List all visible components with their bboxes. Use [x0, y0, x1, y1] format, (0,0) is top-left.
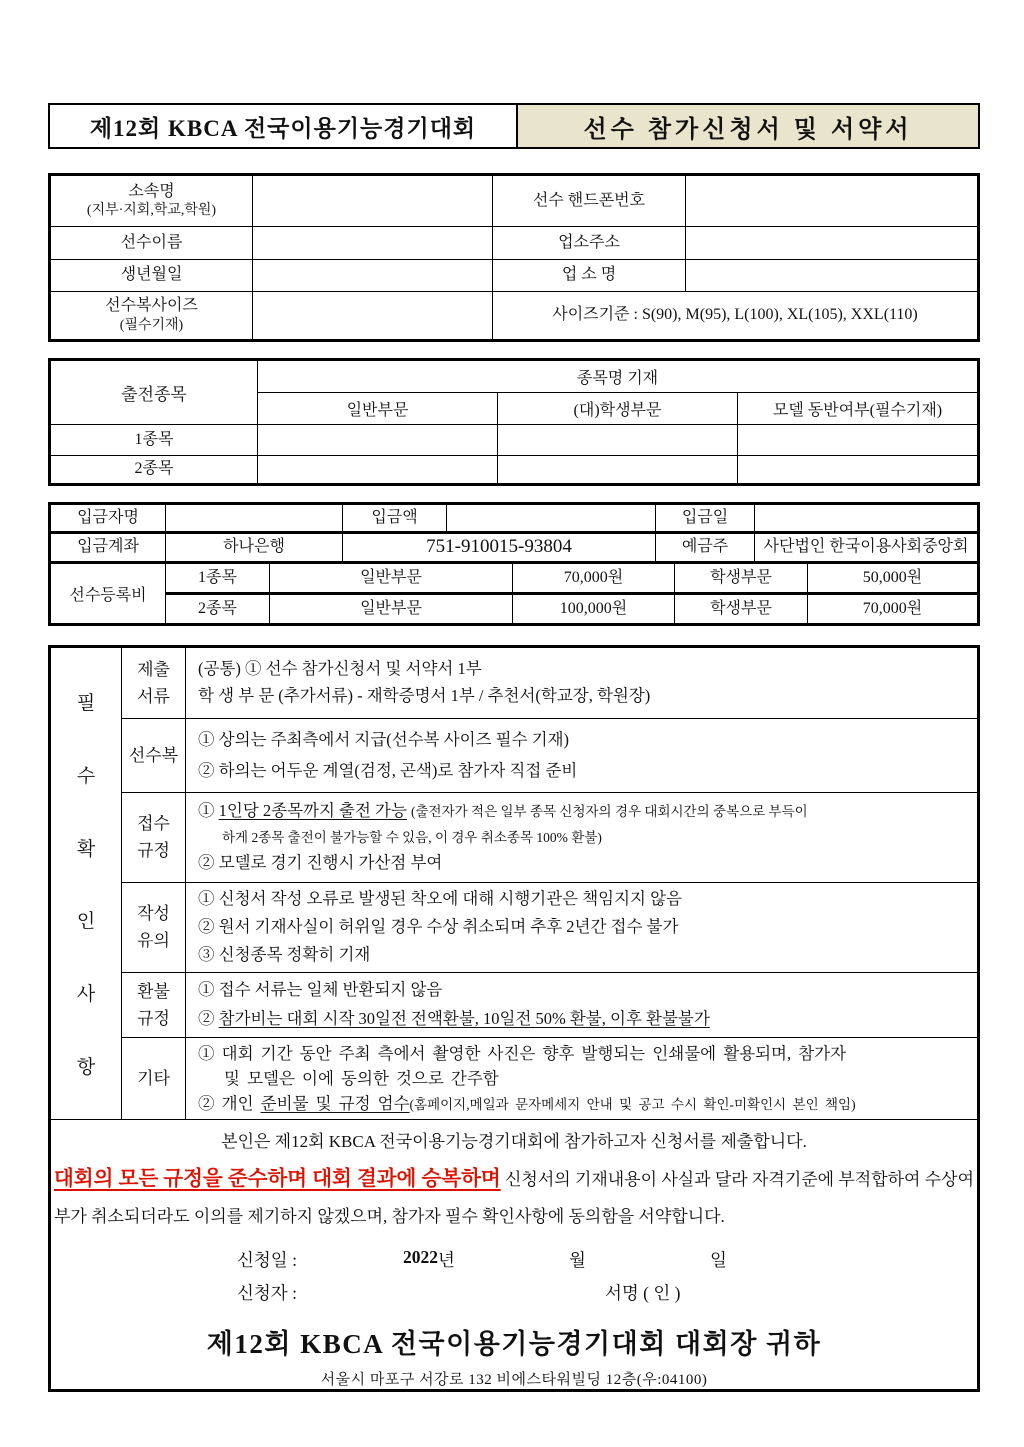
- pledge-red-text: 대회의 모든 규정을 준수하며 대회 결과에 승복하며: [54, 1167, 501, 1190]
- uniform-size-label-sub: (필수기재): [119, 317, 184, 333]
- event1-label: 1종목: [51, 425, 258, 455]
- affiliation-label-main: 소속명: [128, 182, 175, 200]
- competition-title: 제12회 KBCA 전국이용기능경기대회: [50, 105, 518, 147]
- etc-line3-prefix: ② 개인: [198, 1093, 261, 1113]
- checklist-and-pledge-box: [48, 645, 980, 1392]
- fee-row-2: [166, 595, 977, 623]
- etc-line1: ① 대회 기간 동안 주최 측에서 촬영한 사진은 향후 발행되는 인쇄물에 활용되며, 참가자: [198, 1043, 847, 1063]
- event2-general-field[interactable]: [258, 456, 498, 483]
- table-row: [51, 176, 977, 227]
- required-checklist-side-label: 필 수 확 인 사 항: [51, 648, 122, 1119]
- year-suffix: 년: [438, 1249, 455, 1270]
- depositor-field[interactable]: [166, 505, 343, 531]
- fee1-division1: 일반부문: [270, 564, 513, 592]
- shop-name-label: 업 소 명: [493, 260, 686, 291]
- application-year: [403, 1246, 455, 1270]
- deposit-date-label: 입금일: [656, 505, 755, 531]
- amount-label: 입금액: [343, 505, 447, 531]
- etc-paren-small: (홈페이지,메일과 문자메세지 안내 및 공고 수시 확인-미확인시 본인 책임): [409, 1096, 856, 1112]
- declaration-line: 본인은 제12회 KBCA 전국이용기능경기대회에 참가하고자 신청서를 제출합니다.: [221, 1132, 807, 1151]
- reception-line2: 하게 2종목 출전이 불가능할 수 있음, 이 경우 취소종목 100% 환불): [222, 829, 602, 845]
- checklist-rows: [122, 648, 977, 1119]
- event2-row: [51, 456, 977, 483]
- events-header-right: [258, 361, 977, 424]
- reception-rules-label: 접수 규정: [122, 793, 186, 882]
- reception-rules-row: [122, 793, 977, 883]
- table-row: [51, 260, 977, 292]
- phone-field[interactable]: [686, 176, 977, 226]
- event2-label: 2종목: [51, 456, 258, 483]
- fee1-amount1: 70,000원: [513, 564, 675, 592]
- writing-notes-row: [122, 883, 977, 973]
- fee2-division1: 일반부문: [270, 595, 513, 623]
- circled-1: ①: [198, 801, 215, 821]
- events-table: [48, 358, 980, 486]
- writing-notes-label: 작성 유의: [122, 883, 186, 972]
- event1-row: [51, 425, 977, 456]
- uniform-size-label: [51, 292, 253, 339]
- etc-row: [122, 1038, 977, 1119]
- events-column-headers: [258, 393, 977, 424]
- registration-fee-label: 선수등록비: [51, 564, 166, 623]
- required-checklist: [51, 648, 977, 1120]
- fee1-amount2: 50,000원: [862, 568, 923, 586]
- general-division-header: 일반부문: [258, 393, 498, 424]
- affiliation-label-sub: (지부·지회,학교,학원): [86, 203, 217, 219]
- amount-field[interactable]: [447, 505, 656, 531]
- phone-label: 선수 핸드폰번호: [493, 176, 686, 226]
- event1-model-field[interactable]: [738, 425, 977, 455]
- writing-line2: ② 원서 기재사실이 허위일 경우 수상 취소되며 추후 2년간 접수 불가: [198, 917, 679, 936]
- holder-label: 예금주: [656, 534, 755, 561]
- fee-row-1: [166, 564, 977, 595]
- signature-seal-note[interactable]: 서명 ( 인 ): [605, 1282, 681, 1303]
- fee2-division2: 학생부문: [675, 595, 808, 623]
- deposit-date-field[interactable]: [755, 505, 977, 531]
- model-accompany-header: 모델 동반여부(필수기재): [772, 402, 943, 419]
- submit-docs-content: [186, 648, 977, 718]
- application-date-label: 신청일 :: [237, 1249, 297, 1270]
- recipient-line: 제12회 KBCA 전국이용기능경기대회 대회장 귀하: [206, 1329, 822, 1359]
- birthdate-label: 생년월일: [51, 260, 253, 291]
- writing-notes-content: [186, 883, 977, 972]
- event2-model-field[interactable]: [738, 456, 977, 483]
- pledge-black-text: 신청서의 기재내용이 사실과 달라 자격기준에 부적합하여 수상여부가 취소되더라도 이의를 제기하지 않겠으며, 참가자 필수 확인사항에 동의함을 서약합니다.: [54, 1169, 974, 1226]
- pledge-paragraph: [54, 1159, 974, 1234]
- event-name-header: 종목명 기재: [258, 361, 977, 393]
- reception-line1: [198, 797, 969, 825]
- events-header-row: [51, 361, 977, 425]
- submit-docs-label: 제출 서류: [122, 648, 186, 718]
- fee2-amount1: 100,000원: [513, 595, 675, 623]
- refund-line2: [198, 1005, 969, 1033]
- etc-line3: [198, 1091, 969, 1116]
- fee1-division2: 학생부문: [675, 564, 808, 592]
- application-date-row: [51, 1247, 977, 1273]
- writing-line1: ① 신청서 작성 오류로 발생된 착오에 대해 시행기관은 책임지지 않음: [198, 888, 682, 908]
- applicant-label: 신청자 :: [237, 1282, 297, 1303]
- fee2-item: 2종목: [166, 595, 270, 623]
- refund-rules-row: [122, 973, 977, 1038]
- etc-underlined: 준비물 및 규정 엄수: [260, 1093, 410, 1113]
- uniform-content: [186, 719, 977, 792]
- deposit-info-row: [51, 505, 977, 534]
- reception-underlined: 1인당 2종목까지 출전 가능: [218, 801, 407, 821]
- applicant-signature-row: [51, 1280, 977, 1306]
- submit-docs-line2: 학 생 부 문 (추가서류) - 재학증명서 1부 / 추천서(학교장, 학원장): [198, 686, 651, 705]
- account-number: 751-910015-93804: [343, 534, 656, 561]
- uniform-size-field[interactable]: [253, 292, 493, 339]
- birthdate-field[interactable]: [253, 260, 493, 291]
- player-name-label: 선수이름: [51, 227, 253, 259]
- event1-student-field[interactable]: [498, 425, 738, 455]
- uniform-row: [122, 719, 977, 793]
- etc-line2: 및 모델은 이에 동의한 것으로 간주함: [224, 1068, 499, 1088]
- applicant-info-table: [48, 173, 980, 342]
- address-line: 서울시 마포구 서강로 132 비에스타워빌딩 12층(우:04100): [320, 1372, 708, 1388]
- player-name-field[interactable]: [253, 227, 493, 259]
- fee2-amount2: 70,000원: [862, 599, 923, 617]
- uniform-size-label-main: 선수복사이즈: [105, 297, 198, 314]
- reception-paren-small: (출전자가 적은 일부 종목 신청자의 경우 대회시간의 중복으로 부득이: [411, 804, 808, 820]
- submit-docs-row: [122, 648, 977, 719]
- holder-name: 사단법인 한국이용사회중앙회: [763, 538, 969, 556]
- event2-student-field[interactable]: [498, 456, 738, 483]
- affiliation-field[interactable]: [253, 176, 493, 226]
- refund-rules-label: 환불 규정: [122, 973, 186, 1037]
- submit-docs-line1: (공통) ① 선수 참가신청서 및 서약서 1부: [198, 659, 482, 679]
- reception-rules-content: [186, 793, 977, 882]
- uniform-line1: ① 상의는 주최측에서 지급(선수복 사이즈 필수 기재): [198, 730, 570, 750]
- depositor-label: 입금자명: [51, 505, 166, 531]
- account-label: 입금계좌: [51, 534, 166, 561]
- account-row: [51, 534, 977, 564]
- application-month-field[interactable]: 월: [569, 1249, 586, 1270]
- refund-underlined: 참가비는 대회 시작 30일전 전액환불, 10일전 50% 환불, 이후 환불불가: [218, 1008, 710, 1028]
- bank-name: 하나은행: [166, 534, 343, 561]
- shop-address-label: 업소주소: [493, 227, 686, 259]
- registration-fee-block: [51, 564, 977, 623]
- refund-line1: ① 접수 서류는 일체 반환되지 않음: [198, 980, 443, 1000]
- refund-rules-content: [186, 973, 977, 1037]
- size-guide-note: 사이즈기준 : S(90), M(95), L(100), XL(105), XXL(110): [552, 306, 918, 324]
- shop-name-field[interactable]: [686, 260, 977, 291]
- affiliation-label: [51, 176, 253, 226]
- document-header: [48, 103, 980, 149]
- events-section-label: 출전종목: [51, 361, 258, 424]
- table-row: [51, 292, 977, 339]
- circled-2: ②: [198, 1008, 215, 1028]
- event1-general-field[interactable]: [258, 425, 498, 455]
- student-division-header: (대)학생부문: [498, 393, 738, 424]
- application-day-field[interactable]: 일: [710, 1249, 727, 1270]
- writing-line3: ③ 신청종목 정확히 기재: [198, 945, 371, 965]
- etc-content: [186, 1038, 977, 1119]
- year-number: 2022: [403, 1246, 438, 1267]
- uniform-label: 선수복: [122, 719, 186, 792]
- payment-table: [48, 502, 980, 626]
- reception-line3: ② 모델로 경기 진행시 가산점 부여: [198, 852, 443, 872]
- fee-rows: [166, 564, 977, 623]
- uniform-line2: ② 하의는 어두운 계열(검정, 곤색)로 참가자 직접 준비: [198, 761, 578, 781]
- form-title: 선수 참가신청서 및 서약서: [518, 105, 978, 147]
- table-row: [51, 227, 977, 260]
- etc-label: 기타: [122, 1038, 186, 1119]
- shop-address-field[interactable]: [686, 227, 977, 259]
- fee1-item: 1종목: [166, 564, 270, 592]
